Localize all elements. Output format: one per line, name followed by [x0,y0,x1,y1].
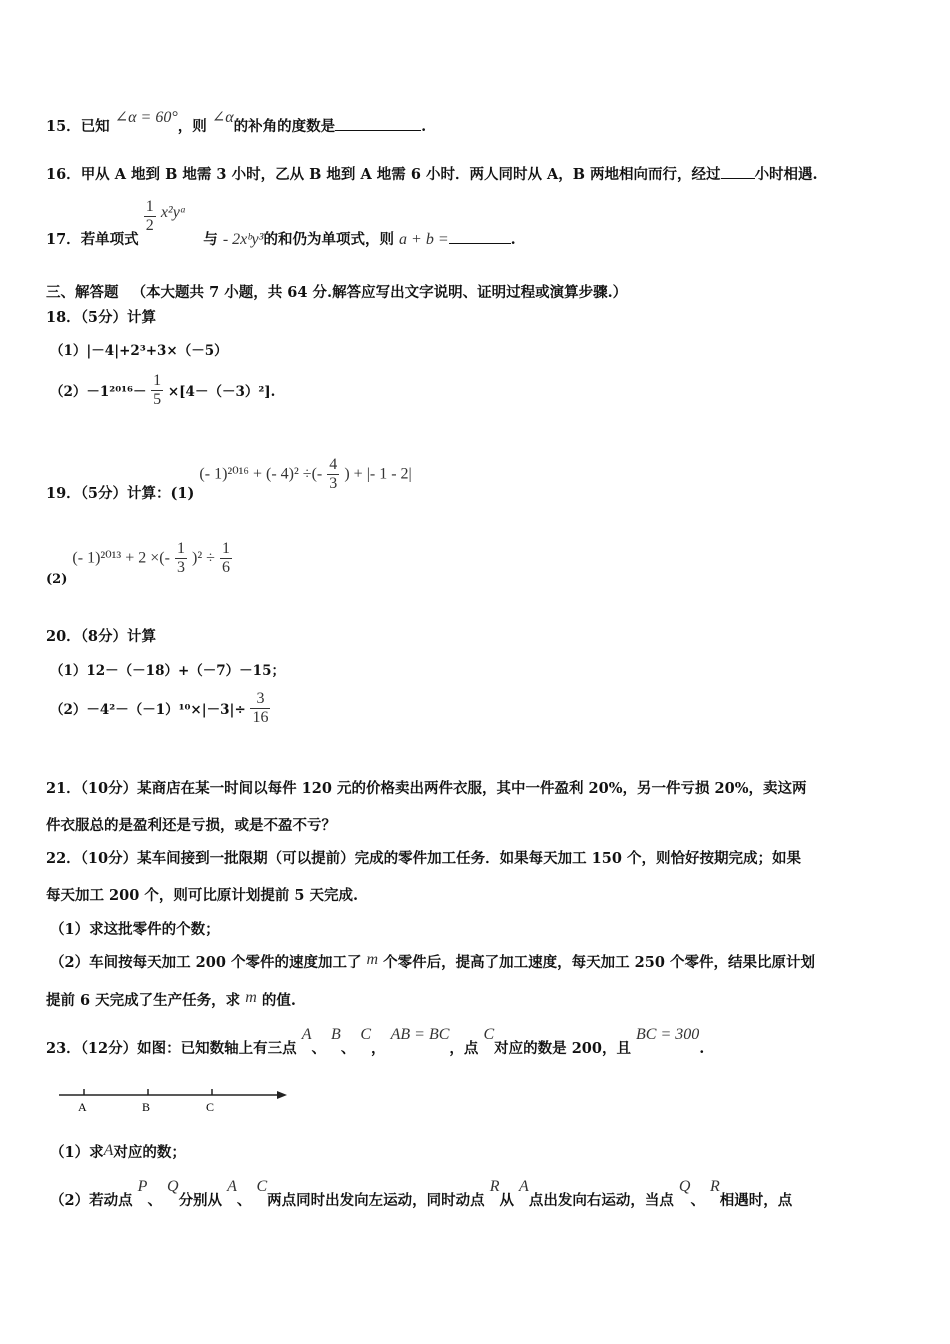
q22-part2 [50,951,815,972]
q22-part1 [50,918,220,939]
question-number: 19． [46,484,81,502]
text: 每天加工 200 个，则可比原计划提前 5 天完成. [46,887,359,904]
question-22-line2 [46,884,358,905]
question-number: 16． [46,166,81,183]
math-equation: BC = 300 [636,1026,700,1043]
question-score: （12分）如图：已知数轴上有三点 [80,1040,297,1057]
question-20 [46,625,156,646]
math-point: C [256,1178,268,1195]
answer-blank [721,166,755,179]
q23-part2 [50,1175,793,1209]
denominator: 3 [329,475,338,492]
question-number: 23． [46,1040,81,1057]
text: （1）12－（－18）+（－7）－15； [50,663,285,679]
text: （1）求 [50,1144,104,1161]
fraction [144,198,156,235]
text: . [699,1040,705,1057]
text: （1）|－4|+2³+3×（－5） [50,343,228,359]
text: 21．（10分）某商店在某一时间以每件 120 元的价格卖出两件衣服，其中一件盈利 20%，另一件亏损 20%，卖这两 [46,780,807,797]
math-angle: ∠α = 60° [114,109,178,126]
text: 从 [499,1192,514,1209]
text: ，则 [177,118,207,135]
label-a: A [78,1100,87,1114]
math-point: Q [167,1178,179,1195]
text: (2) [46,571,68,587]
text: （1）求这批零件的个数； [50,921,220,938]
question-21-line2 [46,814,336,835]
text: 小时相遇. [754,166,818,183]
text: 对应的数是 200，且 [494,1040,631,1057]
text: 若单项式 [80,230,139,248]
math-point: A [103,1142,114,1159]
answer-blank [335,118,421,131]
question-score: （8分）计算 [80,628,157,645]
text: 、 [147,1192,162,1209]
question-number: 15． [46,118,81,135]
math-point: Q [678,1178,691,1195]
text: 的值. [261,992,296,1009]
q18-part2 [50,372,275,409]
numerator: 1 [145,198,154,215]
numerator: 1 [222,540,231,557]
text: ，点 [449,1040,479,1057]
text: （2）－1²⁰¹⁶－ [50,384,147,400]
math-point: R [489,1178,500,1195]
denominator: 6 [222,559,231,576]
text: 甲从 A 地到 B 地需 3 小时，乙从 B 地到 A 地需 6 小时．两人同时从 A，B 两地相向而行，经过 [80,166,721,183]
text: 的补角的度数是 [233,118,336,135]
math-monomial: x²yᵃ [160,203,187,221]
question-score: （5分）计算 [80,309,157,326]
text: 与 [203,230,218,248]
text: 个零件后，提高了加工速度，每天加工 250 个零件，结果比原计划 [383,954,816,971]
text: （2）车间按每天加工 200 个零件的速度加工了 [50,954,362,971]
fraction [250,690,270,727]
text: 、 [340,1040,356,1057]
math-point: A [519,1178,529,1195]
denominator: 16 [252,709,269,726]
text: 提前 6 天完成了生产任务，求 [46,992,241,1009]
text: 、 [690,1192,705,1209]
fraction [151,372,163,409]
question-19 [46,456,412,502]
text: 已知 [80,118,110,135]
text: . [510,230,516,248]
numerator: 1 [176,540,185,557]
text: . [421,118,427,135]
math-expression: a + b = [399,230,449,248]
math-point: R [710,1178,720,1195]
math-point: P [137,1178,148,1195]
denominator: 3 [176,559,185,576]
text: 的和仍为单项式，则 [263,230,394,248]
q19-part2 [46,540,232,587]
section-heading [46,281,627,302]
math-expression: (- 1)²⁰¹³ + 2 ×(- [72,549,170,567]
question-score: （5分）计算：(1) [80,484,195,502]
text: （2）若动点 [50,1192,133,1209]
fraction [220,540,232,577]
text: 、 [236,1192,252,1209]
label-b: B [142,1100,151,1114]
math-angle: ∠α [211,109,234,126]
text: 对应的数； [113,1144,186,1161]
question-number: 18． [46,309,81,326]
fraction [327,456,339,493]
question-22-line1 [46,847,801,868]
numerator: 3 [250,690,270,709]
math-variable: m [366,951,379,968]
math-point: A [301,1026,312,1043]
numerator: 1 [153,372,162,389]
math-expression: )² ÷ [192,549,215,567]
question-18 [46,306,156,327]
q20-part1 [50,659,285,679]
math-variable: m [245,989,257,1006]
question-21-line1 [46,777,806,798]
fraction [175,540,187,577]
math-point: C [360,1026,372,1043]
question-15 [46,109,427,136]
label-c: C [206,1100,215,1114]
text: （2）－4²－（－1）¹⁰×|－3|÷ [50,702,246,718]
text: 22．（10分）某车间接到一批限期（可以提前）完成的零件加工任务．如果每天加工 150 个，则恰好按期完成；如果 [46,850,801,867]
math-expression: ) + |- 1 - 2| [344,465,412,483]
q18-part1 [50,339,228,359]
denominator: 2 [145,217,154,234]
question-number: 20． [46,628,81,645]
text: ， [371,1040,386,1057]
math-point: A [227,1178,237,1195]
math-expression: (- 1)²⁰¹⁶ + (- 4)² ÷(- [199,465,323,483]
q22-part2-line2 [46,989,296,1010]
axis-arrow [277,1091,287,1099]
math-monomial: - 2xᵇy³ [222,230,264,248]
number-line-figure [55,1085,295,1117]
math-point: B [331,1026,341,1043]
question-16 [46,163,818,184]
text: 件衣服总的是盈利还是亏损，或是不盈不亏？ [46,817,336,834]
text: 点出发向右运动，当点 [528,1192,674,1209]
text: ×[4－（－3）²]. [167,384,276,400]
text: 两点同时出发向左运动，同时动点 [267,1192,485,1209]
section-description: （本大题共 7 小题，共 64 分.解答应写出文字说明、证明过程或演算步骤.） [131,284,628,301]
question-23 [46,1023,705,1057]
numerator: 4 [329,456,338,473]
q20-part2 [50,690,270,727]
math-equation: AB = BC [390,1026,450,1043]
text: 、 [311,1040,326,1057]
question-number: 17． [46,230,81,248]
denominator: 5 [153,391,162,408]
question-17 [46,198,516,248]
text: 分别从 [178,1192,223,1209]
section-title: 三、解答题 [46,284,119,301]
answer-blank [449,231,511,244]
text: 相遇时，点 [719,1192,793,1209]
math-point: C [483,1026,495,1043]
q23-part1 [50,1141,186,1162]
